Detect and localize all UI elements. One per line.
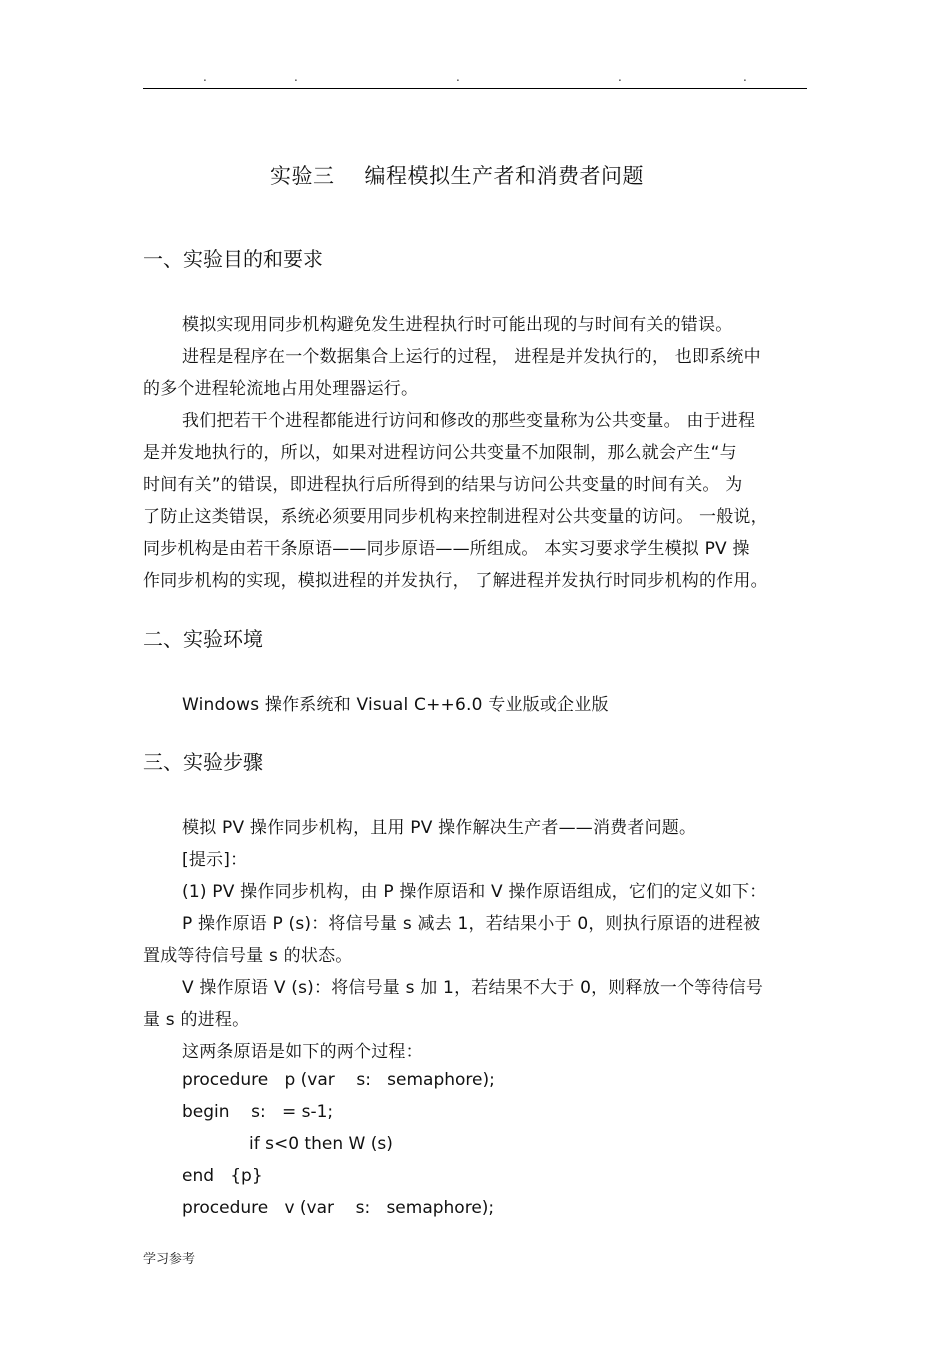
paragraph-line: 是并发地执行的，所以，如果对进程访问公共变量不加限制，那么就会产生“与 — [143, 443, 737, 463]
page-title — [270, 160, 644, 190]
paragraph-line: 这两条原语是如下的两个过程： — [182, 1042, 423, 1062]
paragraph-line: 我们把若干个进程都能进行访问和修改的那些变量称为公共变量。 由于进程 — [182, 411, 756, 431]
paragraph-line: [提示]： — [182, 850, 248, 870]
code-line: procedure p (var s: semaphore); — [182, 1070, 495, 1090]
paragraph-line: 模拟 PV 操作同步机构，且用 PV 操作解决生产者——消费者问题。 — [182, 818, 697, 838]
paragraph-line: (1) PV 操作同步机构，由 P 操作原语和 V 操作原语组成，它们的定义如下： — [182, 882, 767, 902]
code-line: if s<0 then W (s) — [249, 1134, 393, 1154]
paragraph-line: 作同步机构的实现，模拟进程的并发执行， 了解进程并发执行时同步机构的作用。 — [143, 571, 768, 591]
paragraph-line: Windows 操作系统和 Visual C++6.0 专业版或企业版 — [182, 695, 609, 715]
header-dot: . — [618, 70, 622, 84]
section-heading-3: 三、实验步骤 — [143, 750, 263, 774]
code-line: end {p} — [182, 1166, 263, 1186]
paragraph-line: 模拟实现用同步机构避免发生进程执行时可能出现的与时间有关的错误。 — [182, 315, 733, 335]
paragraph-line: 同步机构是由若干条原语——同步原语——所组成。 本实习要求学生模拟 PV 操 — [143, 539, 750, 559]
footer-text: 学习参考 — [143, 1252, 196, 1267]
paragraph-line: 量 s 的进程。 — [143, 1010, 250, 1030]
code-line: procedure v (var s: semaphore); — [182, 1198, 495, 1218]
paragraph-line: 时间有关”的错误，即进程执行后所得到的结果与访问公共变量的时间有关。 为 — [143, 475, 743, 495]
code-line: begin s: = s-1; — [182, 1102, 334, 1122]
paragraph-line: V 操作原语 V (s)：将信号量 s 加 1，若结果不大于 0，则释放一个等待信号 — [182, 978, 764, 998]
paragraph-line: 进程是程序在一个数据集合上运行的过程， 进程是并发执行的， 也即系统中 — [182, 347, 761, 367]
header-dot: . — [743, 70, 747, 84]
title-sub: 编程模拟生产者和消费者问题 — [364, 164, 644, 188]
header-rule — [143, 88, 807, 89]
header-dot: . — [203, 70, 207, 84]
section-heading-1: 一、实验目的和要求 — [143, 247, 323, 271]
title-main: 实验三 — [270, 164, 335, 188]
header-dot: . — [456, 70, 460, 84]
paragraph-line: 置成等待信号量 s 的状态。 — [143, 946, 353, 966]
paragraph-line: 了防止这类错误，系统必须要用同步机构来控制进程对公共变量的访问。 一般说， — [143, 507, 768, 527]
header-dot: . — [294, 70, 298, 84]
paragraph-line: 的多个进程轮流地占用处理器运行。 — [143, 379, 419, 399]
paragraph-line: P 操作原语 P (s)：将信号量 s 减去 1，若结果小于 0，则执行原语的进程被 — [182, 914, 761, 934]
section-heading-2: 二、实验环境 — [143, 627, 263, 651]
